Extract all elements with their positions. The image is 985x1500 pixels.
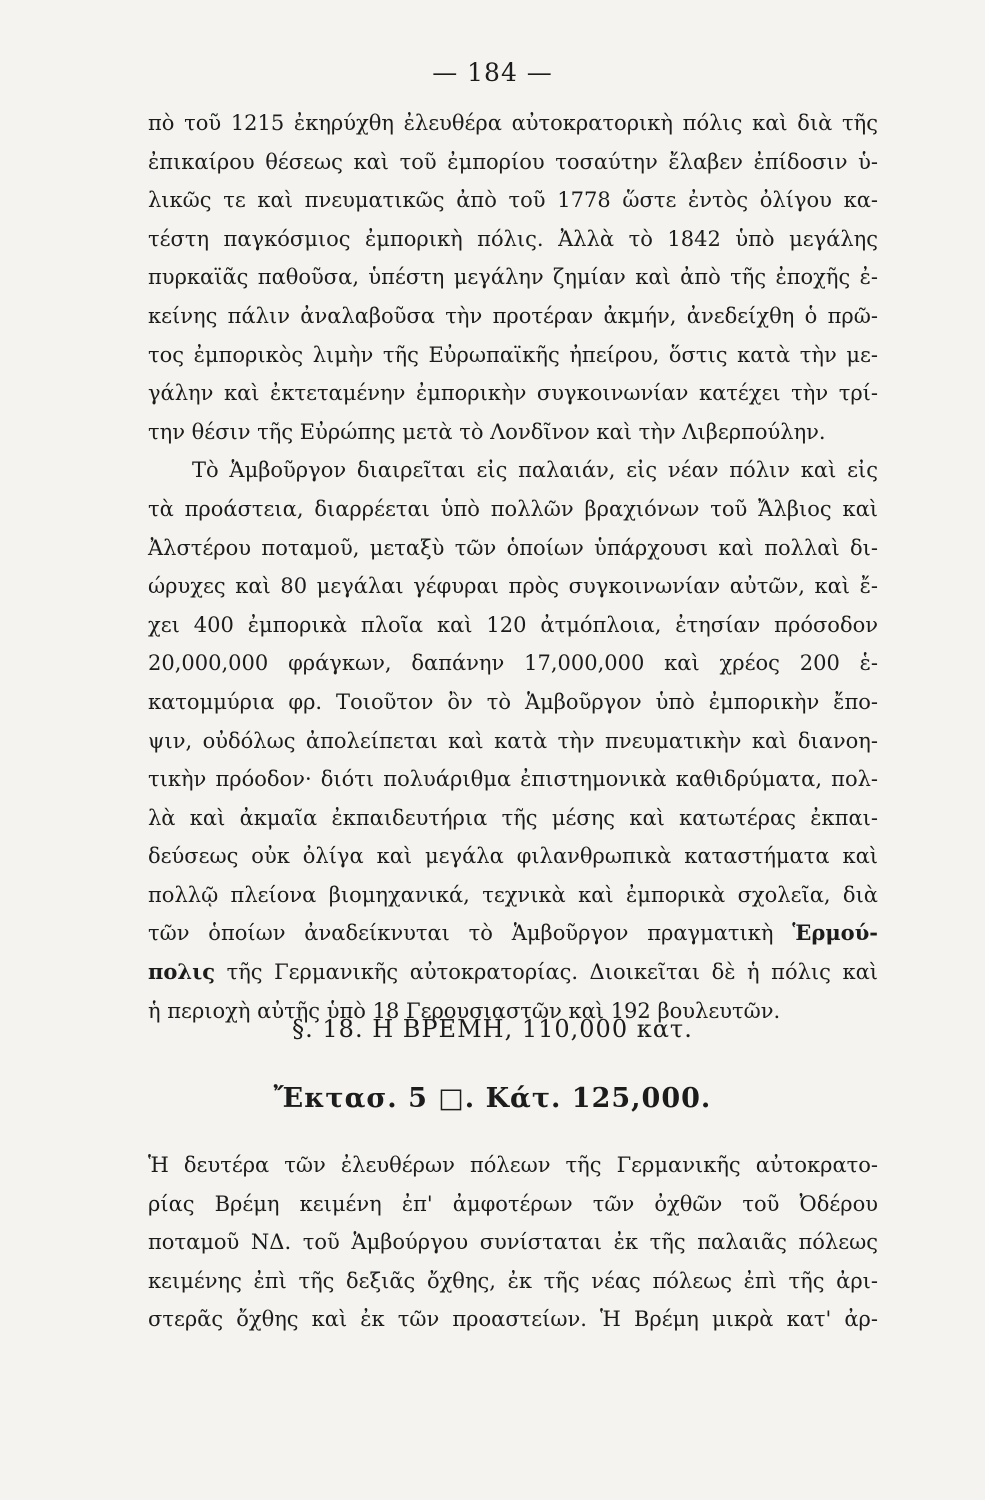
text-line: πυρκαϊᾶς παθοῦσα, ὑπέστη μεγάλην ζημίαν καὶ ἀπὸ τῆς ἐποχῆς ἐ- [148, 265, 878, 290]
text-line: τὰ προάστεια, διαρρέεται ὑπὸ πολλῶν βραχιόνων τοῦ Ἄλβιος καὶ [148, 496, 878, 521]
text-line: ψιν, οὐδόλως ἀπολείπεται καὶ κατὰ τὴν πνευματικὴν καὶ διανοη- [148, 728, 878, 753]
text-line: πολλῷ πλείονα βιομηχανικά, τεχνικὰ καὶ ἐμπορικὰ σχολεῖα, διὰ [148, 882, 878, 907]
text-segment: τῆς Γερμανικῆς αὐτοκρατορίας. Διοικεῖται δὲ ἡ πόλις καὶ [226, 960, 878, 985]
text-line [148, 953, 878, 992]
area-heading: Ἔκτασ. 5 □. Κάτ. 125,000. [273, 1083, 712, 1114]
text-line: κατομμύρια φρ. Τοιοῦτον ὂν τὸ Ἁμβοῦργον ὑπὸ ἐμπορικὴν ἔπο- [148, 689, 878, 714]
section-heading: §. 18. Η ΒΡΕΜΗ, 110,000 κατ. [292, 1015, 693, 1043]
text-line: τικὴν πρόοδον· διότι πολυάριθμα ἐπιστημονικὰ καθιδρύματα, πολ- [148, 767, 878, 792]
text-line: τέστη παγκόσμιος ἐμπορικὴ πόλις. Ἀλλὰ τὸ 1842 ὑπὸ μεγάλης [148, 226, 878, 251]
text-line: ρίας Βρέμη κειμένη ἐπ' ἀμφοτέρων τῶν ὀχθῶν τοῦ Ὀδέρου [148, 1191, 878, 1216]
text-line: πὸ τοῦ 1215 ἐκηρύχθη ἐλευθέρα αὐτοκρατορικὴ πόλις καὶ διὰ τῆς [148, 111, 878, 135]
text-segment: τῶν ὁποίων ἀναδείκνυται τὸ Ἁμβοῦργον πραγματικὴ [148, 921, 774, 946]
text-line: ἐπικαίρου θέσεως καὶ τοῦ ἐμπορίου τοσαύτην ἔλαβεν ἐπίδοσιν ὑ- [148, 149, 878, 174]
emphasized-word: πολις [148, 959, 216, 985]
text-line: στερᾶς ὄχθης καὶ ἐκ τῶν προαστείων. Ἡ Βρέμη μικρὰ κατ' ἀρ- [148, 1307, 878, 1332]
text-line: Ἡ δευτέρα τῶν ἐλευθέρων πόλεων τῆς Γερμανικῆς αὐτοκρατο- [148, 1153, 878, 1177]
text-line: γάλην καὶ ἐκτεταμένην ἐμπορικὴν συγκοινωνίαν κατέχει τὴν τρί- [148, 381, 878, 406]
text-line: κειμένης ἐπὶ τῆς δεξιᾶς ὄχθης, ἐκ τῆς νέας πόλεως ἐπὶ τῆς ἀρι- [148, 1268, 878, 1293]
emphasized-word: Ἑρμού- [792, 920, 878, 946]
text-line: κείνης πάλιν ἀναλαβοῦσα τὴν προτέραν ἀκμήν, ἀνεδείχθη ὁ πρῶ- [148, 303, 878, 328]
page-number: — 184 — [432, 58, 553, 87]
main-text [148, 104, 878, 1030]
text-line: χει 400 ἐμπορικὰ πλοῖα καὶ 120 ἀτμόπλοια, ἐτησίαν πρόσοδον [148, 612, 878, 637]
text-line: την θέσιν τῆς Εὐρώπης μετὰ τὸ Λονδῖνον καὶ τὴν Λιβερπούλην. [148, 419, 826, 444]
section-text [148, 1146, 878, 1339]
text-line: τος ἐμπορικὸς λιμὴν τῆς Εὐρωπαϊκῆς ἠπείρου, ὅστις κατὰ τὴν με- [148, 342, 878, 367]
text-line [148, 914, 878, 953]
text-line: 20,000,000 φράγκων, δαπάνην 17,000,000 καὶ χρέος 200 ἑ- [148, 651, 878, 676]
text-line: ώρυχες καὶ 80 μεγάλαι γέφυραι πρὸς συγκοινωνίαν αὐτῶν, καὶ ἔ- [148, 574, 878, 599]
text-line: λικῶς τε καὶ πνευματικῶς ἀπὸ τοῦ 1778 ὥστε ἐντὸς ὀλίγου κα- [148, 188, 878, 213]
text-line: δεύσεως οὐκ ὀλίγα καὶ μεγάλα φιλανθρωπικὰ καταστήματα καὶ [148, 844, 878, 869]
text-line: Τὸ Ἁμβοῦργον διαιρεῖται εἰς παλαιάν, εἰς νέαν πόλιν καὶ εἰς [192, 458, 878, 483]
text-line: ποταμοῦ ΝΔ. τοῦ Ἁμβούργου συνίσταται ἐκ τῆς παλαιᾶς πόλεως [148, 1230, 878, 1255]
text-line: λὰ καὶ ἀκμαῖα ἐκπαιδευτήρια τῆς μέσης καὶ κατωτέρας ἐκπαι- [148, 805, 878, 830]
text-line: ἡ περιοχὴ αὐτῆς ὑπὸ 18 Γερουσιαστῶν καὶ 192 βουλευτῶν. [148, 998, 781, 1023]
text-line: Ἀλστέρου ποταμοῦ, μεταξὺ τῶν ὁποίων ὑπάρχουσι καὶ πολλαὶ δι- [148, 535, 878, 560]
